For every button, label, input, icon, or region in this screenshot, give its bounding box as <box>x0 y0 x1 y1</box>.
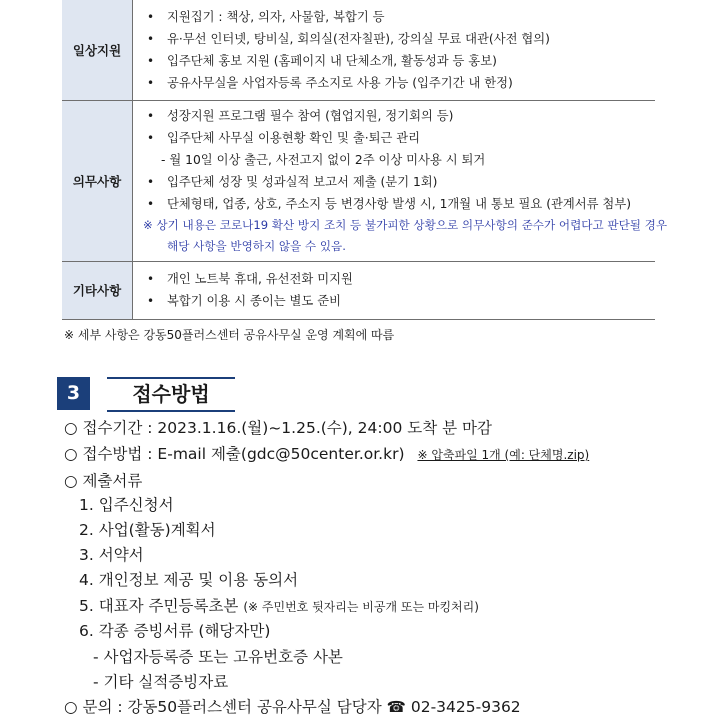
list-item: • 지원집기 : 책상, 의자, 사물함, 복합기 등 <box>147 9 385 24</box>
doc-item <box>79 594 479 616</box>
doc-subitem: - 기타 실적증빙자료 <box>93 673 229 691</box>
doc5-text: 5. 대표자 주민등록초본 <box>79 597 239 615</box>
doc-item: 2. 사업(활동)계획서 <box>79 521 216 539</box>
doc5-note: (※ 주민번호 뒷자리는 비공개 또는 마킹처리) <box>243 600 479 614</box>
section-number: 3 <box>57 377 90 410</box>
period-line <box>64 416 492 438</box>
list-item: • 복합기 이용 시 종이는 별도 준비 <box>147 294 341 308</box>
circle-bullet: ○ <box>64 445 78 463</box>
doc-subitem: - 사업자등록증 또는 고유번호증 사본 <box>93 648 343 666</box>
list-item: • 유·무선 인터넷, 탕비실, 회의실(전자칠판), 강의실 무료 대관(사전 협의) <box>147 31 550 46</box>
table-footnote: ※ 세부 사항은 강동50플러스센터 공유사무실 운영 계획에 따름 <box>64 328 395 342</box>
table-row <box>62 261 655 319</box>
row-content <box>133 100 668 261</box>
row-label: 기타사항 <box>62 261 133 319</box>
circle-bullet: ○ <box>64 698 78 716</box>
list-item: • 입주단체 성장 및 성과실적 보고서 제출 (분기 1회) <box>147 174 438 189</box>
list-item: • 개인 노트북 휴대, 유선전화 미지원 <box>147 272 353 286</box>
row-content <box>133 261 656 319</box>
docs-title-line <box>64 469 142 491</box>
row-label: 일상지원 <box>62 0 133 100</box>
circle-bullet: ○ <box>64 472 78 490</box>
covid-note: ※ 상기 내용은 코로나19 확산 방지 조치 등 불가피한 상황으로 의무사항의 준수가 어렵다고 판단될 경우 <box>143 217 668 232</box>
how-line <box>64 442 589 464</box>
row-label: 의무사항 <box>62 100 133 261</box>
list-item: • 입주단체 홍보 지원 (홈페이지 내 단체소개, 활동성과 등 홍보) <box>147 53 497 68</box>
list-item: • 공유사무실을 사업자등록 주소지로 사용 가능 (입주기간 내 한정) <box>147 75 513 90</box>
period-text: 접수기간 : 2023.1.16.(월)~1.25.(수), 24:00 도착 분 마감 <box>82 419 492 437</box>
docs-title: 제출서류 <box>82 472 143 490</box>
row-content <box>133 0 656 100</box>
list-item: • 성장지원 프로그램 필수 참여 (협업지원, 정기회의 등) <box>147 108 454 123</box>
doc-item: 4. 개인정보 제공 및 이용 동의서 <box>79 571 299 589</box>
circle-bullet: ○ <box>64 419 78 437</box>
doc-item: 6. 각종 증빙서류 (해당자만) <box>79 622 271 640</box>
table-row <box>62 0 655 100</box>
phone-number: 02-3425-9362 <box>410 698 521 716</box>
contact-text: 문의 : 강동50플러스센터 공유사무실 담당자 <box>82 698 382 716</box>
how-text: 접수방법 : E-mail 제출(gdc@50center.or.kr) <box>82 445 405 463</box>
doc-item: 3. 서약서 <box>79 546 144 564</box>
section-title: 접수방법 <box>107 377 235 412</box>
covid-note-cont: 해당 사항을 반영하지 않을 수 있음. <box>167 238 346 253</box>
zip-note: ※ 압축파일 1개 (예: 단체명.zip) <box>417 448 590 462</box>
list-subitem: - 월 10일 이상 출근, 사전고지 없이 2주 이상 미사용 시 퇴거 <box>161 152 486 167</box>
contact-line <box>64 695 521 717</box>
phone-icon: ☎ <box>386 698 406 716</box>
doc-item: 1. 입주신청서 <box>79 496 174 514</box>
table-row <box>62 100 655 261</box>
support-table <box>62 0 668 320</box>
list-item: • 단체형태, 업종, 상호, 주소지 등 변경사항 발생 시, 1개월 내 통보 필요 (관계서류 첨부) <box>147 196 631 211</box>
list-item: • 입주단체 사무실 이용현황 확인 및 출·퇴근 관리 <box>147 130 421 145</box>
